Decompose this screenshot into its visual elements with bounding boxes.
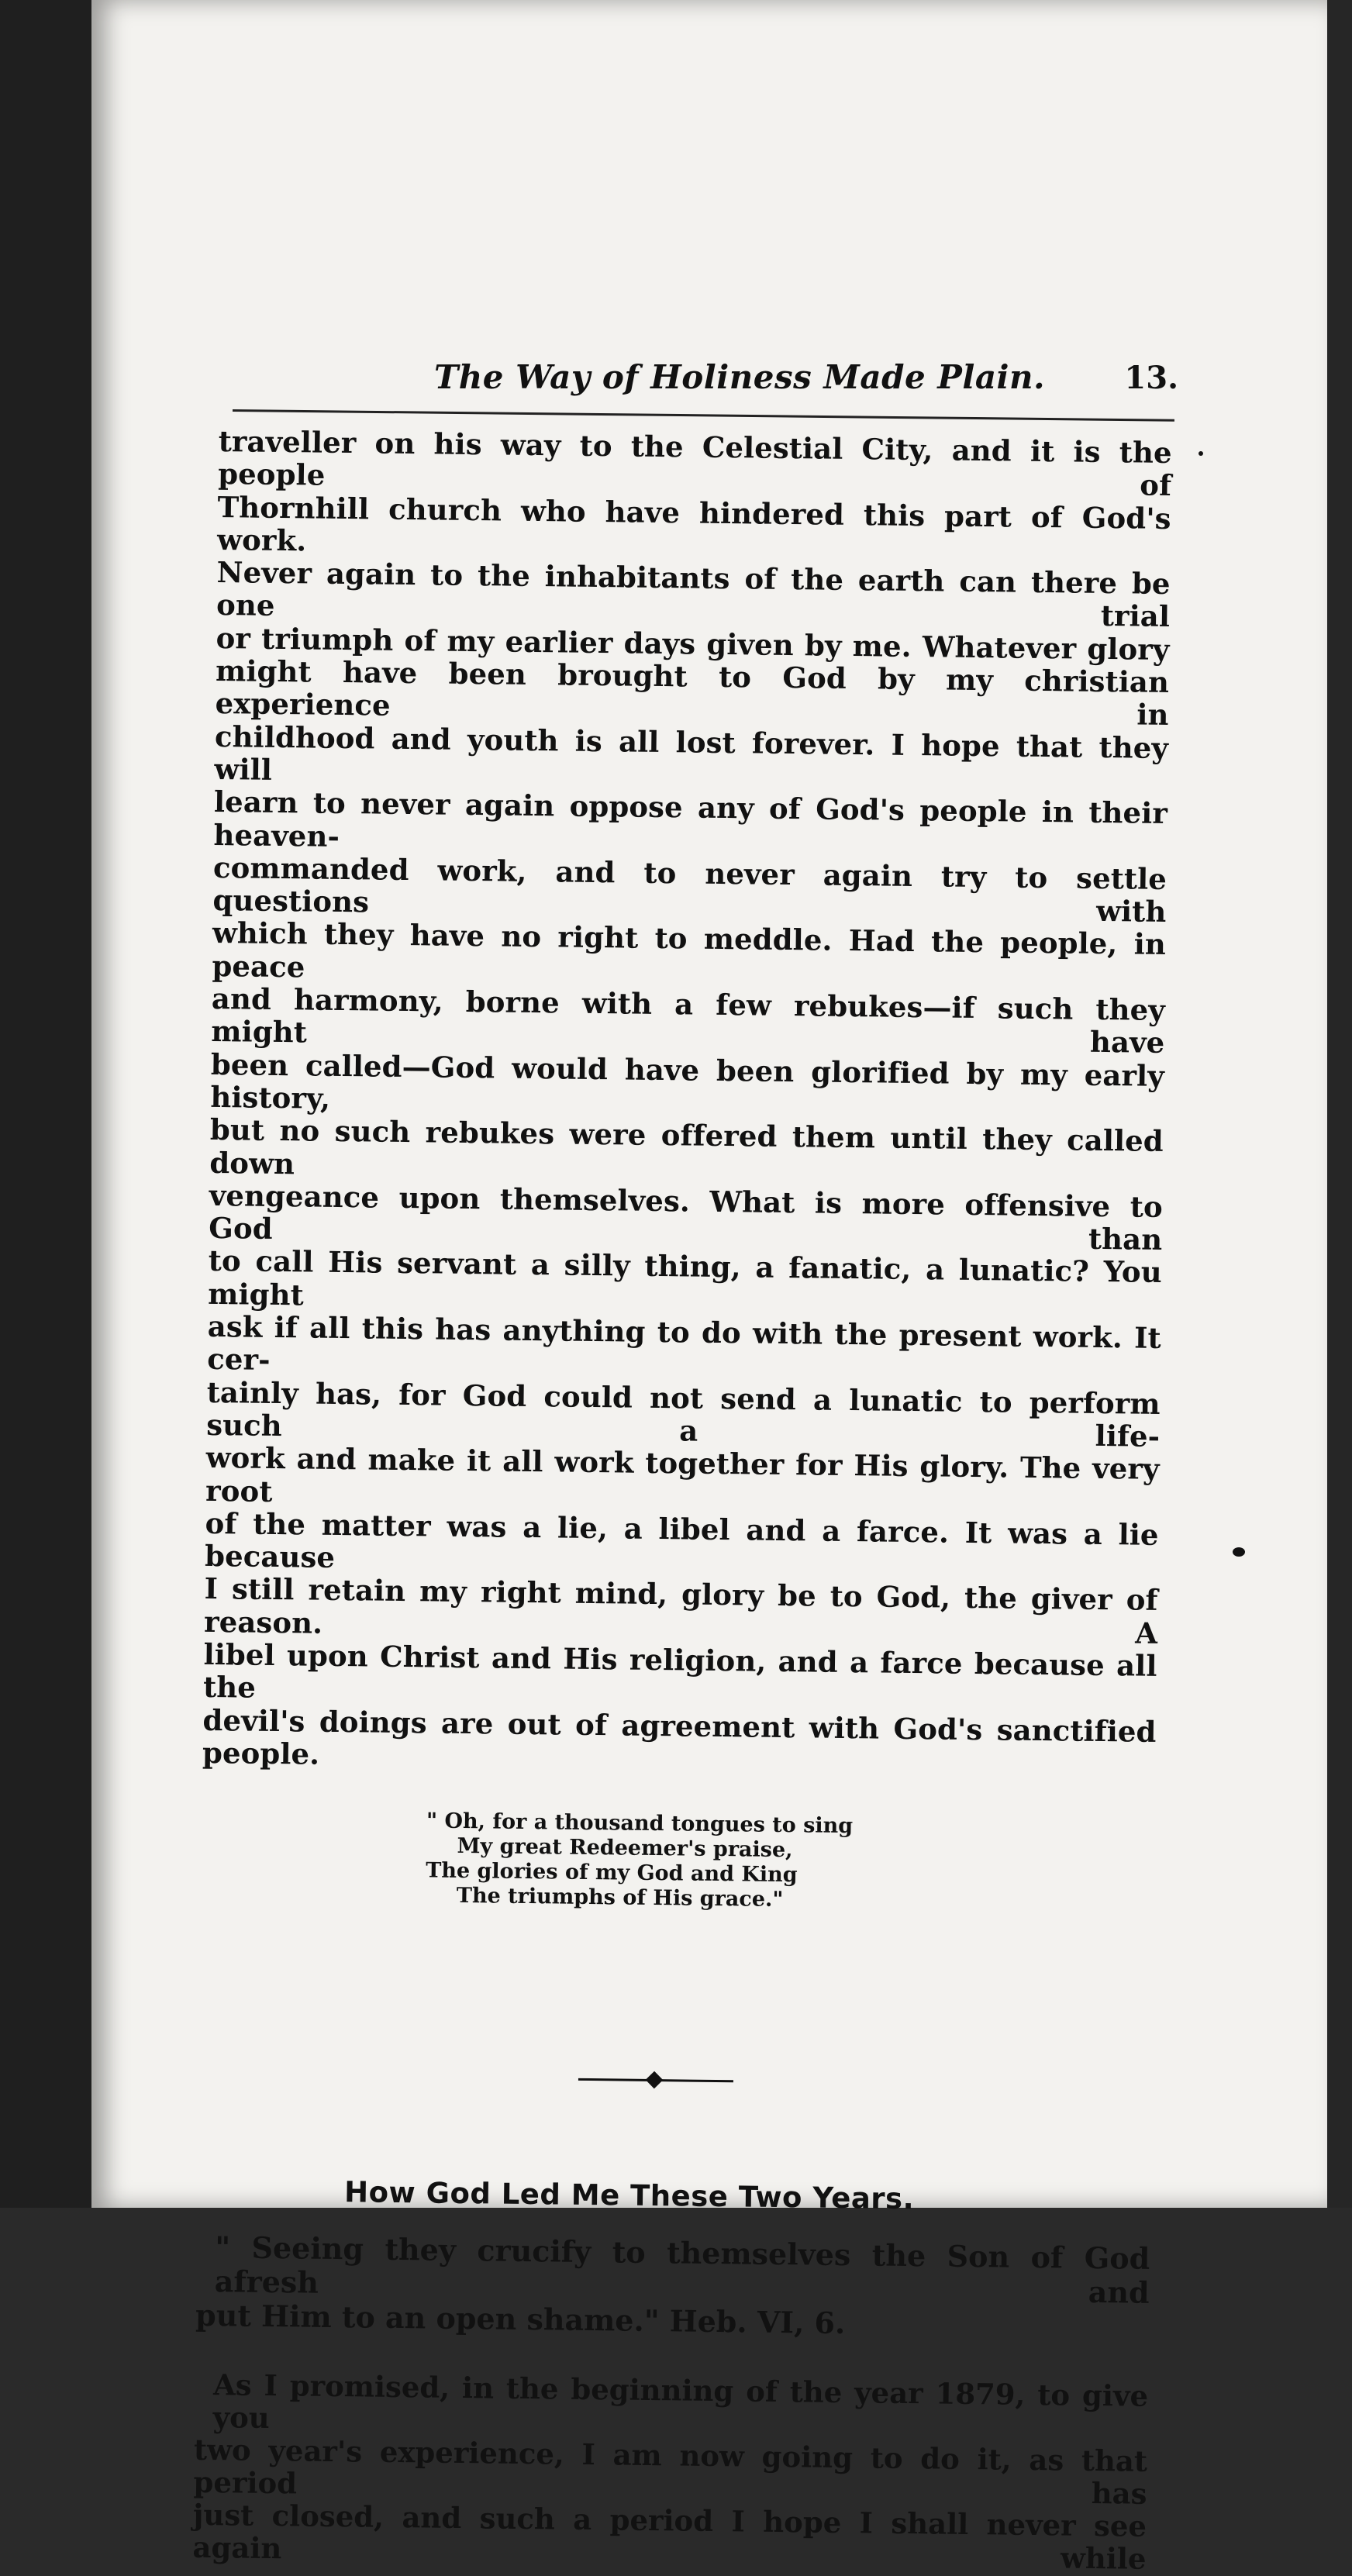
text-line: " Seeing they crucify to themselves the Son of God afresh and bbox=[214, 2229, 1150, 2311]
text-line: of the matter was a lie, a libel and a farce. It was a lie because bbox=[204, 1505, 1159, 1575]
text-line: two year's experience, I am now going to do it, as that period has bbox=[193, 2432, 1148, 2511]
section-divider-ornament bbox=[578, 2073, 733, 2087]
main-paragraph bbox=[202, 425, 1172, 1781]
text-line: learn to never again oppose any of God's people in their heaven- bbox=[213, 785, 1168, 853]
text-line: to call His servant a silly thing, a fanatic, a lunatic? You might bbox=[208, 1243, 1163, 1312]
verse-line: My great Redeemer's praise, bbox=[457, 1834, 793, 1863]
ink-speck bbox=[1233, 1547, 1245, 1557]
text-line: devil's doings are out of agreement with God's sanctified people. bbox=[202, 1702, 1157, 1771]
page-body bbox=[192, 425, 1172, 2575]
text-line: ask if all this has anything to do with the present work. It cer- bbox=[207, 1309, 1161, 1378]
verse-line: The triumphs of His grace." bbox=[456, 1884, 784, 1912]
text-line: tainly has, for God could not send a lunatic to perform such a life- bbox=[205, 1374, 1161, 1454]
text-line: which they have no right to meddle. Had the people, in peace bbox=[212, 916, 1167, 985]
text-line: vengeance upon themselves. What is more offensive to God than bbox=[209, 1178, 1164, 1257]
text-line: been called—God would have been glorified by my early history, bbox=[210, 1047, 1165, 1116]
text-line: commanded work, and to never again try to settle questions with bbox=[212, 850, 1167, 929]
scan-left-edge bbox=[0, 0, 91, 2208]
text-line: childhood and youth is all lost forever. I hope that they will bbox=[214, 719, 1169, 787]
section-intro-paragraph bbox=[192, 2368, 1148, 2575]
hymn-verse bbox=[426, 1809, 1155, 1917]
text-line: just closed, and such a period I hope I shall never see again while bbox=[192, 2497, 1147, 2576]
scripture-epigraph bbox=[195, 2230, 1150, 2344]
section-heading: How God Led Me These Two Years. bbox=[343, 2175, 915, 2216]
text-line: As I promised, in the beginning of the year 1879, to give you bbox=[212, 2367, 1149, 2436]
text-line: might have been brought to God by my christian experience in bbox=[215, 653, 1170, 733]
verse-line: The glories of my God and King bbox=[426, 1858, 798, 1888]
text-line: libel upon Christ and His religion, and a farce because all the bbox=[202, 1636, 1157, 1705]
verse-line: " Oh, for a thousand tongues to sing bbox=[426, 1809, 854, 1839]
running-title: The Way of Holiness Made Plain. bbox=[434, 358, 1046, 396]
text-line: or triumph of my earlier days given by me. Whatever glory bbox=[216, 620, 1170, 667]
text-line: traveller on his way to the Celestial City, and it is the people of bbox=[217, 424, 1172, 503]
text-line: but no such rebukes were offered them until they called down bbox=[209, 1112, 1164, 1181]
text-line: I still retain my right mind, glory be to God, the giver of reason. A bbox=[203, 1571, 1158, 1650]
text-line: work and make it all work together for His glory. The very root bbox=[205, 1440, 1160, 1509]
ink-speck bbox=[1199, 451, 1203, 456]
text-line: and harmony, borne with a few rebukes—if such they might have bbox=[211, 981, 1166, 1060]
text-line: Thornhill church who have hindered this part of God's work. bbox=[216, 489, 1171, 558]
page-header bbox=[225, 358, 1178, 405]
text-line: Never again to the inhabitants of the earth can there be one trial bbox=[216, 555, 1171, 634]
scan-right-edge bbox=[1327, 0, 1352, 2208]
text-line: put Him to an open shame." Heb. VI, 6. bbox=[195, 2297, 846, 2341]
page-number: 13. bbox=[1124, 360, 1178, 396]
